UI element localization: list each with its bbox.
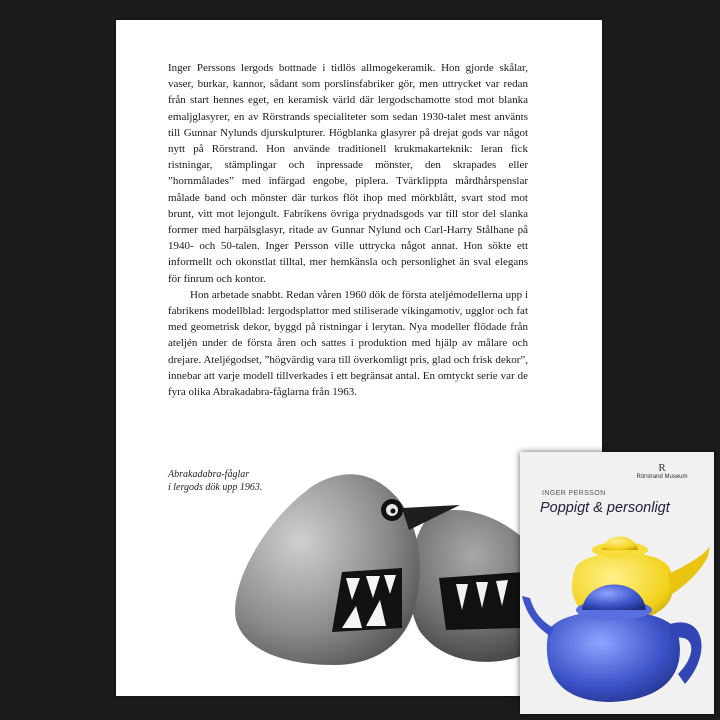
teapots-photo	[520, 524, 714, 714]
paragraph-2: Hon arbetade snabbt. Redan våren 1960 dök de första ateljémodellerna upp i fabrikens modellblad: lergodsplattor med stiliserade vikingamotiv, ugglor och fat med geometrisk dekor, byggd på ristningar i lerytan. Nya modeller flödade från ateljén under de första åren och sattes i produktion med hjälp av målare och drejare. Ateljégodset, ”högvärdig vara till överkomligt pris, glad och frisk dekor”, innebar att varje modell tillverkades i ett begränsat antal. En omtyckt serie var de fyra olika Abrakadabra-fåglarna från 1963.	[168, 288, 528, 399]
blue-teapot	[522, 585, 701, 703]
cover-title: Poppigt & personligt	[540, 500, 670, 516]
caption-line-2: i lergods dök upp 1963.	[168, 482, 263, 493]
crown-r-icon: R	[658, 462, 666, 474]
rorstrand-logo	[622, 462, 702, 480]
cover-author: INGER PERSSON	[542, 490, 606, 497]
paragraph-1: Inger Perssons lergods bottnade i tidlös allmogekeramik. Hon gjorde skålar, vaser, burkar, kannor, sådant som porslinsfabriker gör, men uttrycket var redan från start hennes eget, en keramisk värld där lergodschamotte stod mot blanka emaljglasyrer, en av Rörstrands specialiteter som sedan 1930-talet mest använts till Gunnar Nylunds djurskulpturer. Högblanka glasyrer på drejat gods var något nytt på Rörstrand. Hon använde traditionell krukmakarteknik: leran fick ristningar, stämplingar och inpressade mönster, den skrapades eller ”hornmålades” med infärgad engobe, piplera. Tvärklippta mårdhårspenslar målade band och mönster där turkos flöt ihop med mörkblått, svart stod mot brunt, vitt mot lejongult. Fabrikens övriga prydnadsgods var till stor del slanka former med harpälsglasyr, ritade av Gunnar Nylund och Carl-Harry Stålhane på 1940- och 50-talen. Inger Persson ville uttrycka något annat. Hon sökte ett informellt och okonstlat tilltal, mer hemkänsla och personlighet än sval elegans för finrum och kontor.	[168, 62, 528, 285]
body-text	[168, 60, 528, 400]
caption-line-1: Abrakadabra-fåglar	[168, 469, 250, 480]
book-cover	[520, 452, 714, 714]
abrakadabra-birds-photo	[224, 460, 564, 670]
museum-name: Rörstrand Museum	[636, 474, 688, 480]
